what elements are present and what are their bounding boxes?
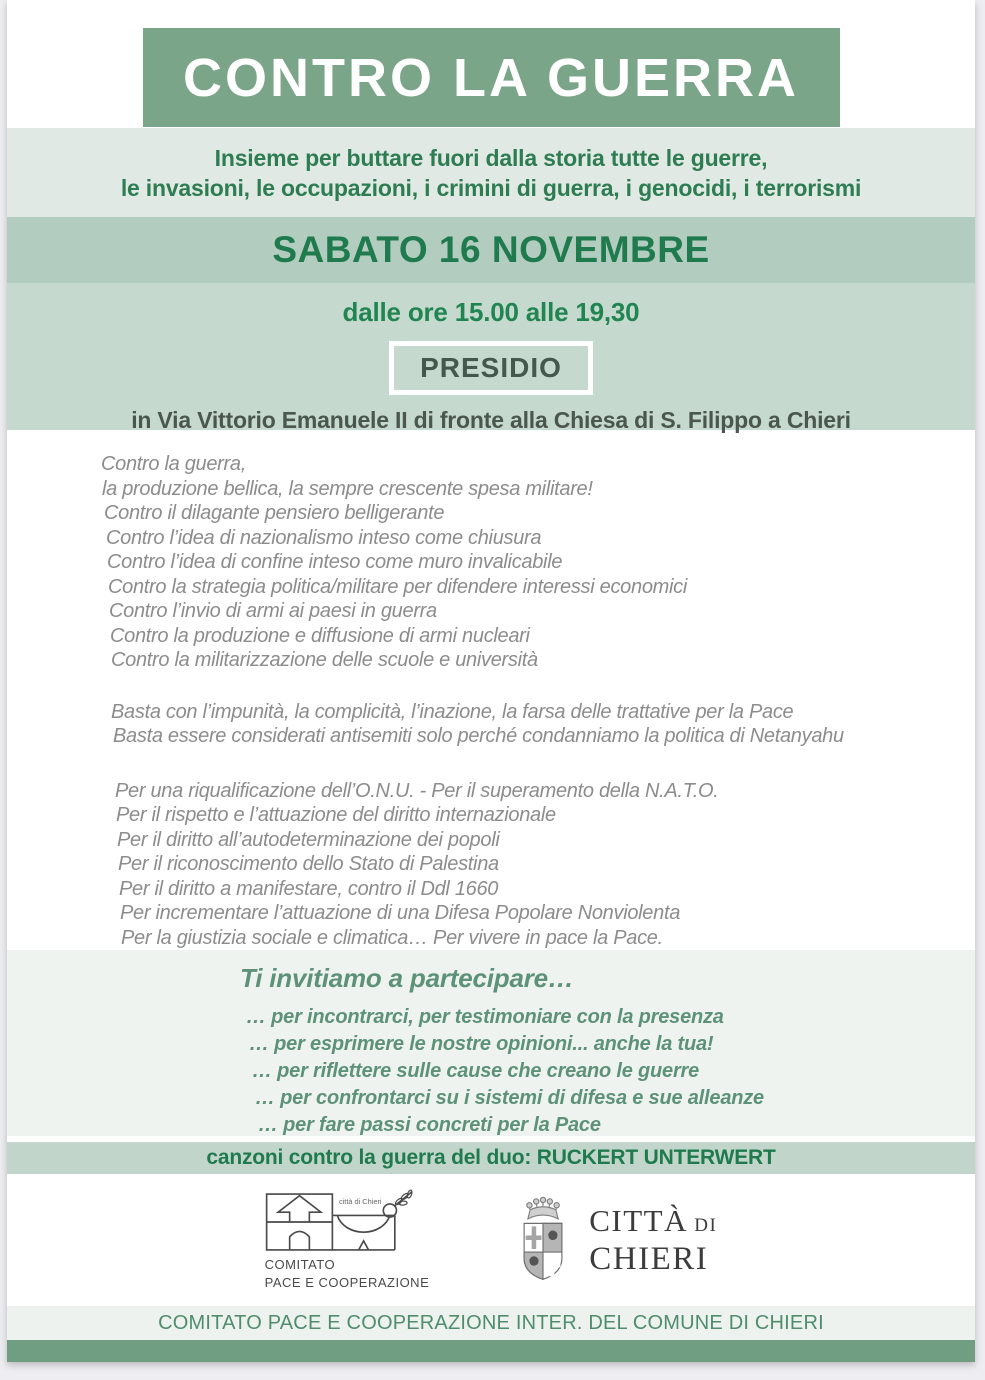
invitation-line: … per incontrarci, per testimoniare con la presenza: [246, 1006, 724, 1028]
basta-line: Basta essere considerati antisemiti solo perché condanniamo la politica di Netanyahu: [113, 725, 844, 747]
event-date: SABATO 16 NOVEMBRE: [272, 229, 710, 270]
contro-list: [7, 452, 975, 673]
comitato-pace-logo: [265, 1189, 430, 1291]
footer-green-band: [7, 1340, 975, 1362]
per-line: Per il diritto all’autodeterminazione dei popoli: [117, 828, 500, 851]
invitation-line: … per esprimere le nostre opinioni... anche la tua!: [249, 1033, 714, 1055]
poster: [7, 0, 975, 1362]
contro-line: Contro l’idea di confine inteso come muro invalicabile: [107, 551, 563, 573]
citta-di-chieri-crest-icon: [509, 1193, 577, 1287]
header: [7, 0, 975, 128]
contro-line: Contro la produzione e diffusione di armi nucleari: [110, 624, 530, 647]
invitation-line: … per riflettere sulle cause che creano le guerre: [252, 1060, 700, 1082]
time-band: [7, 283, 975, 433]
citta-di-chieri-logo: [509, 1193, 717, 1287]
basta-line: Basta con l’impunità, la complicità, l’inazione, la farsa delle trattative per la Pace: [111, 700, 794, 723]
event-time: dalle ore 15.00 alle 19,30: [342, 297, 640, 327]
per-list: [7, 779, 975, 951]
comitato-caption-line: COMITATO: [264, 1257, 336, 1272]
contro-line: Contro la strategia politica/militare per difendere interessi economici: [108, 575, 687, 598]
per-line: Per il riconoscimento dello Stato di Palestina: [118, 853, 499, 875]
title-banner: [143, 28, 840, 127]
subtitle-line: le invasioni, le occupazioni, i crimini di guerra, i genocidi, i terrorismi: [120, 175, 862, 201]
footer-line: COMITATO PACE E COOPERAZIONE INTER. DEL COMUNE DI CHIERI: [158, 1311, 824, 1334]
subtitle-band: [7, 128, 975, 217]
per-line: Per la giustizia sociale e climatica… Per vivere in pace la Pace.: [121, 926, 663, 949]
crest-word-chieri: CHIERI: [589, 1240, 709, 1277]
per-line: Per una riqualificazione dell’O.N.U. - Per il superamento della N.A.T.O.: [115, 779, 719, 802]
music-band: [7, 1142, 975, 1174]
comitato-inner-label: città di Chieri: [338, 1196, 382, 1206]
per-line: Per il diritto a manifestare, contro il Ddl 1660: [119, 877, 499, 900]
invitation-line: … per confrontarci su i sistemi di difesa e sue alleanze: [255, 1087, 764, 1109]
subtitle-line: Insieme per buttare fuori dalla storia tutte le guerre,: [214, 145, 768, 171]
contro-line: Contro la militarizzazione delle scuole e università: [111, 649, 538, 671]
footer-text-band: [7, 1306, 975, 1340]
event-type-badge: PRESIDIO: [389, 341, 593, 395]
contro-line: Contro l’invio di armi ai paesi in guerra: [109, 600, 437, 622]
per-line: Per incrementare l’attuazione di una Difesa Popolare Nonviolenta: [120, 902, 681, 924]
citta-di-chieri-wordmark: [589, 1203, 717, 1278]
contro-line: Contro la guerra,: [101, 453, 246, 475]
contro-line: la produzione bellica, la sempre crescente spesa militare!: [102, 477, 593, 500]
invitation-line: … per fare passi concreti per la Pace: [258, 1114, 601, 1136]
comitato-caption-line: PACE E COOPERAZIONE: [264, 1275, 430, 1290]
event-location: in Via Vittorio Emanuele II di fronte alla Chiesa di S. Filippo a Chieri: [131, 407, 851, 433]
music-line: canzoni contro la guerra del duo: RUCKERT UNTERWERT: [206, 1146, 776, 1169]
date-band: [7, 217, 975, 283]
contro-line: Contro l’idea di nazionalismo inteso come chiusura: [106, 526, 542, 549]
invitation-heading: Ti invitiamo a partecipare…: [240, 963, 574, 993]
basta-list: [7, 700, 975, 749]
invitation-section: [7, 950, 975, 1136]
poster-title: CONTRO LA GUERRA: [183, 47, 799, 108]
manifesto-text: [7, 430, 975, 950]
logos-row: [7, 1174, 975, 1306]
contro-line: Contro il dilagante pensiero belligerante: [104, 502, 445, 524]
per-line: Per il rispetto e l’attuazione del diritto internazionale: [116, 804, 556, 826]
comitato-pace-icon: [265, 1189, 417, 1255]
crest-word-di: DI: [688, 1214, 718, 1236]
crest-word-citta: CITTÀ: [589, 1202, 689, 1238]
